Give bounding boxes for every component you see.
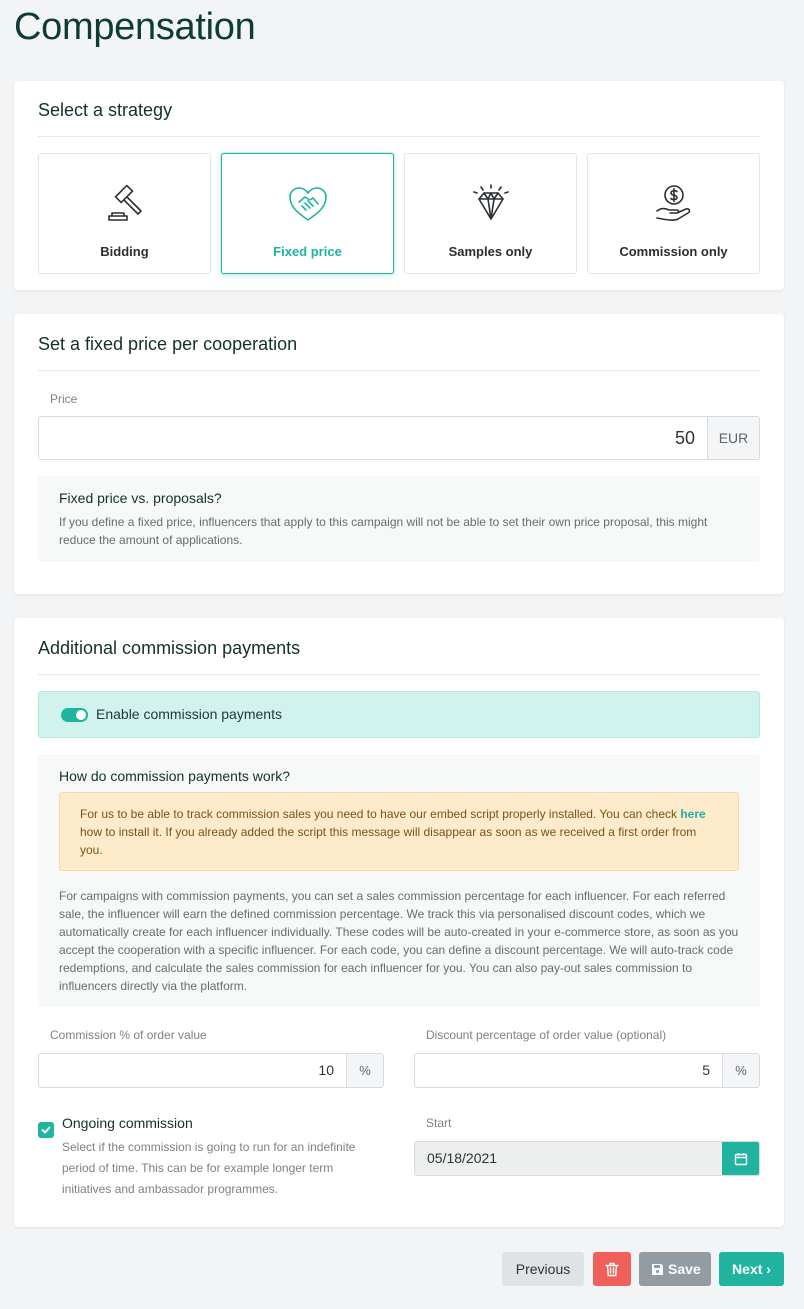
delete-button[interactable] xyxy=(593,1252,631,1286)
strategy-option-label: Commission only xyxy=(619,244,728,259)
percent-addon: % xyxy=(722,1054,759,1087)
enable-commission-bar xyxy=(38,691,760,738)
strategy-option-bidding[interactable] xyxy=(38,153,211,274)
price-input[interactable]: 50 xyxy=(674,428,695,448)
embed-script-warning xyxy=(59,792,739,871)
enable-commission-toggle[interactable] xyxy=(61,708,88,722)
gavel-icon xyxy=(103,182,147,226)
commission-card-title: Additional commission payments xyxy=(38,638,301,658)
strategy-option-fixed-price[interactable] xyxy=(221,153,394,274)
handshake-heart-icon xyxy=(286,182,330,226)
strategy-option-label: Bidding xyxy=(100,244,149,259)
price-label: Price xyxy=(50,392,78,406)
start-date-label: Start xyxy=(426,1116,452,1130)
toggle-knob xyxy=(76,710,86,720)
previous-button[interactable]: Previous xyxy=(502,1252,584,1286)
calendar-button[interactable] xyxy=(722,1142,759,1175)
save-button-label: Save xyxy=(668,1261,701,1277)
percent-addon: % xyxy=(346,1054,383,1087)
warning-text-after: how to install it. If you already added the script this message will disappear as soon as we received a first order from you. xyxy=(80,825,697,857)
fixed-price-info-box xyxy=(38,476,760,562)
enable-commission-label: Enable commission payments xyxy=(96,706,282,722)
fixed-price-card-title: Set a fixed price per cooperation xyxy=(38,334,298,354)
discount-percent-input[interactable]: 5 xyxy=(702,1062,710,1078)
fixed-price-info-title: Fixed price vs. proposals? xyxy=(59,490,222,506)
start-date-input[interactable]: 05/18/2021 xyxy=(427,1150,498,1166)
diamond-icon xyxy=(469,182,513,226)
strategy-option-commission-only[interactable] xyxy=(587,153,760,274)
start-date-group xyxy=(414,1141,760,1176)
save-button[interactable] xyxy=(639,1252,711,1286)
commission-percent-input[interactable]: 10 xyxy=(318,1062,334,1078)
strategy-option-label: Samples only xyxy=(448,244,533,259)
ongoing-commission-checkbox[interactable] xyxy=(38,1122,54,1138)
calendar-icon xyxy=(734,1152,748,1166)
next-button[interactable]: Next › xyxy=(719,1252,784,1286)
divider xyxy=(38,370,760,371)
trash-icon xyxy=(605,1262,619,1277)
divider xyxy=(38,136,760,137)
floppy-disk-icon xyxy=(651,1263,664,1276)
commission-card xyxy=(14,618,784,1227)
check-icon xyxy=(41,1125,51,1135)
ongoing-commission-label[interactable]: Ongoing commission xyxy=(62,1115,193,1131)
install-guide-link[interactable]: here xyxy=(680,807,706,821)
price-input-group xyxy=(38,416,760,460)
discount-percent-label: Discount percentage of order value (optional) xyxy=(426,1028,667,1042)
commission-percent-group xyxy=(38,1053,384,1088)
commission-info-box xyxy=(38,754,760,1007)
ongoing-commission-help: Select if the commission is going to run for an indefinite period of time. This can be for example longer term initiatives and ambassador programmes. xyxy=(62,1140,356,1196)
strategy-card-title: Select a strategy xyxy=(38,100,173,120)
coin-hand-icon xyxy=(652,182,696,226)
strategy-option-label: Fixed price xyxy=(273,244,342,259)
fixed-price-info-text: If you define a fixed price, influencers that apply to this campaign will not be able to set their own price proposal, this might reduce the amount of applications. xyxy=(59,515,708,547)
strategy-card xyxy=(14,81,784,290)
divider xyxy=(38,674,760,675)
fixed-price-card xyxy=(14,314,784,594)
discount-percent-group xyxy=(414,1053,760,1088)
commission-info-title: How do commission payments work? xyxy=(59,768,291,784)
page-title: Compensation xyxy=(14,6,256,48)
currency-addon: EUR xyxy=(707,417,759,459)
strategy-option-samples-only[interactable] xyxy=(404,153,577,274)
warning-text-before: For us to be able to track commission sales you need to have our embed script properly installed. You can check xyxy=(80,807,681,821)
commission-description: For campaigns with commission payments, you can set a sales commission percentage for each influencer. For each referred sale, the influencer will earn the defined commission percentage. We track this via personalised discount codes, which we automatically create for each influencer individually. These codes will be auto-created in your e-commerce store, as soon as you accept the cooperation with a specific influencer. For each code, you can define a discount percentage. We will auto-track code redemptions, and calculate the sales commission for each influencer for you. You can also pay-out sales commission to influencers directly via the platform. xyxy=(59,889,739,993)
commission-percent-label: Commission % of order value xyxy=(50,1028,207,1042)
